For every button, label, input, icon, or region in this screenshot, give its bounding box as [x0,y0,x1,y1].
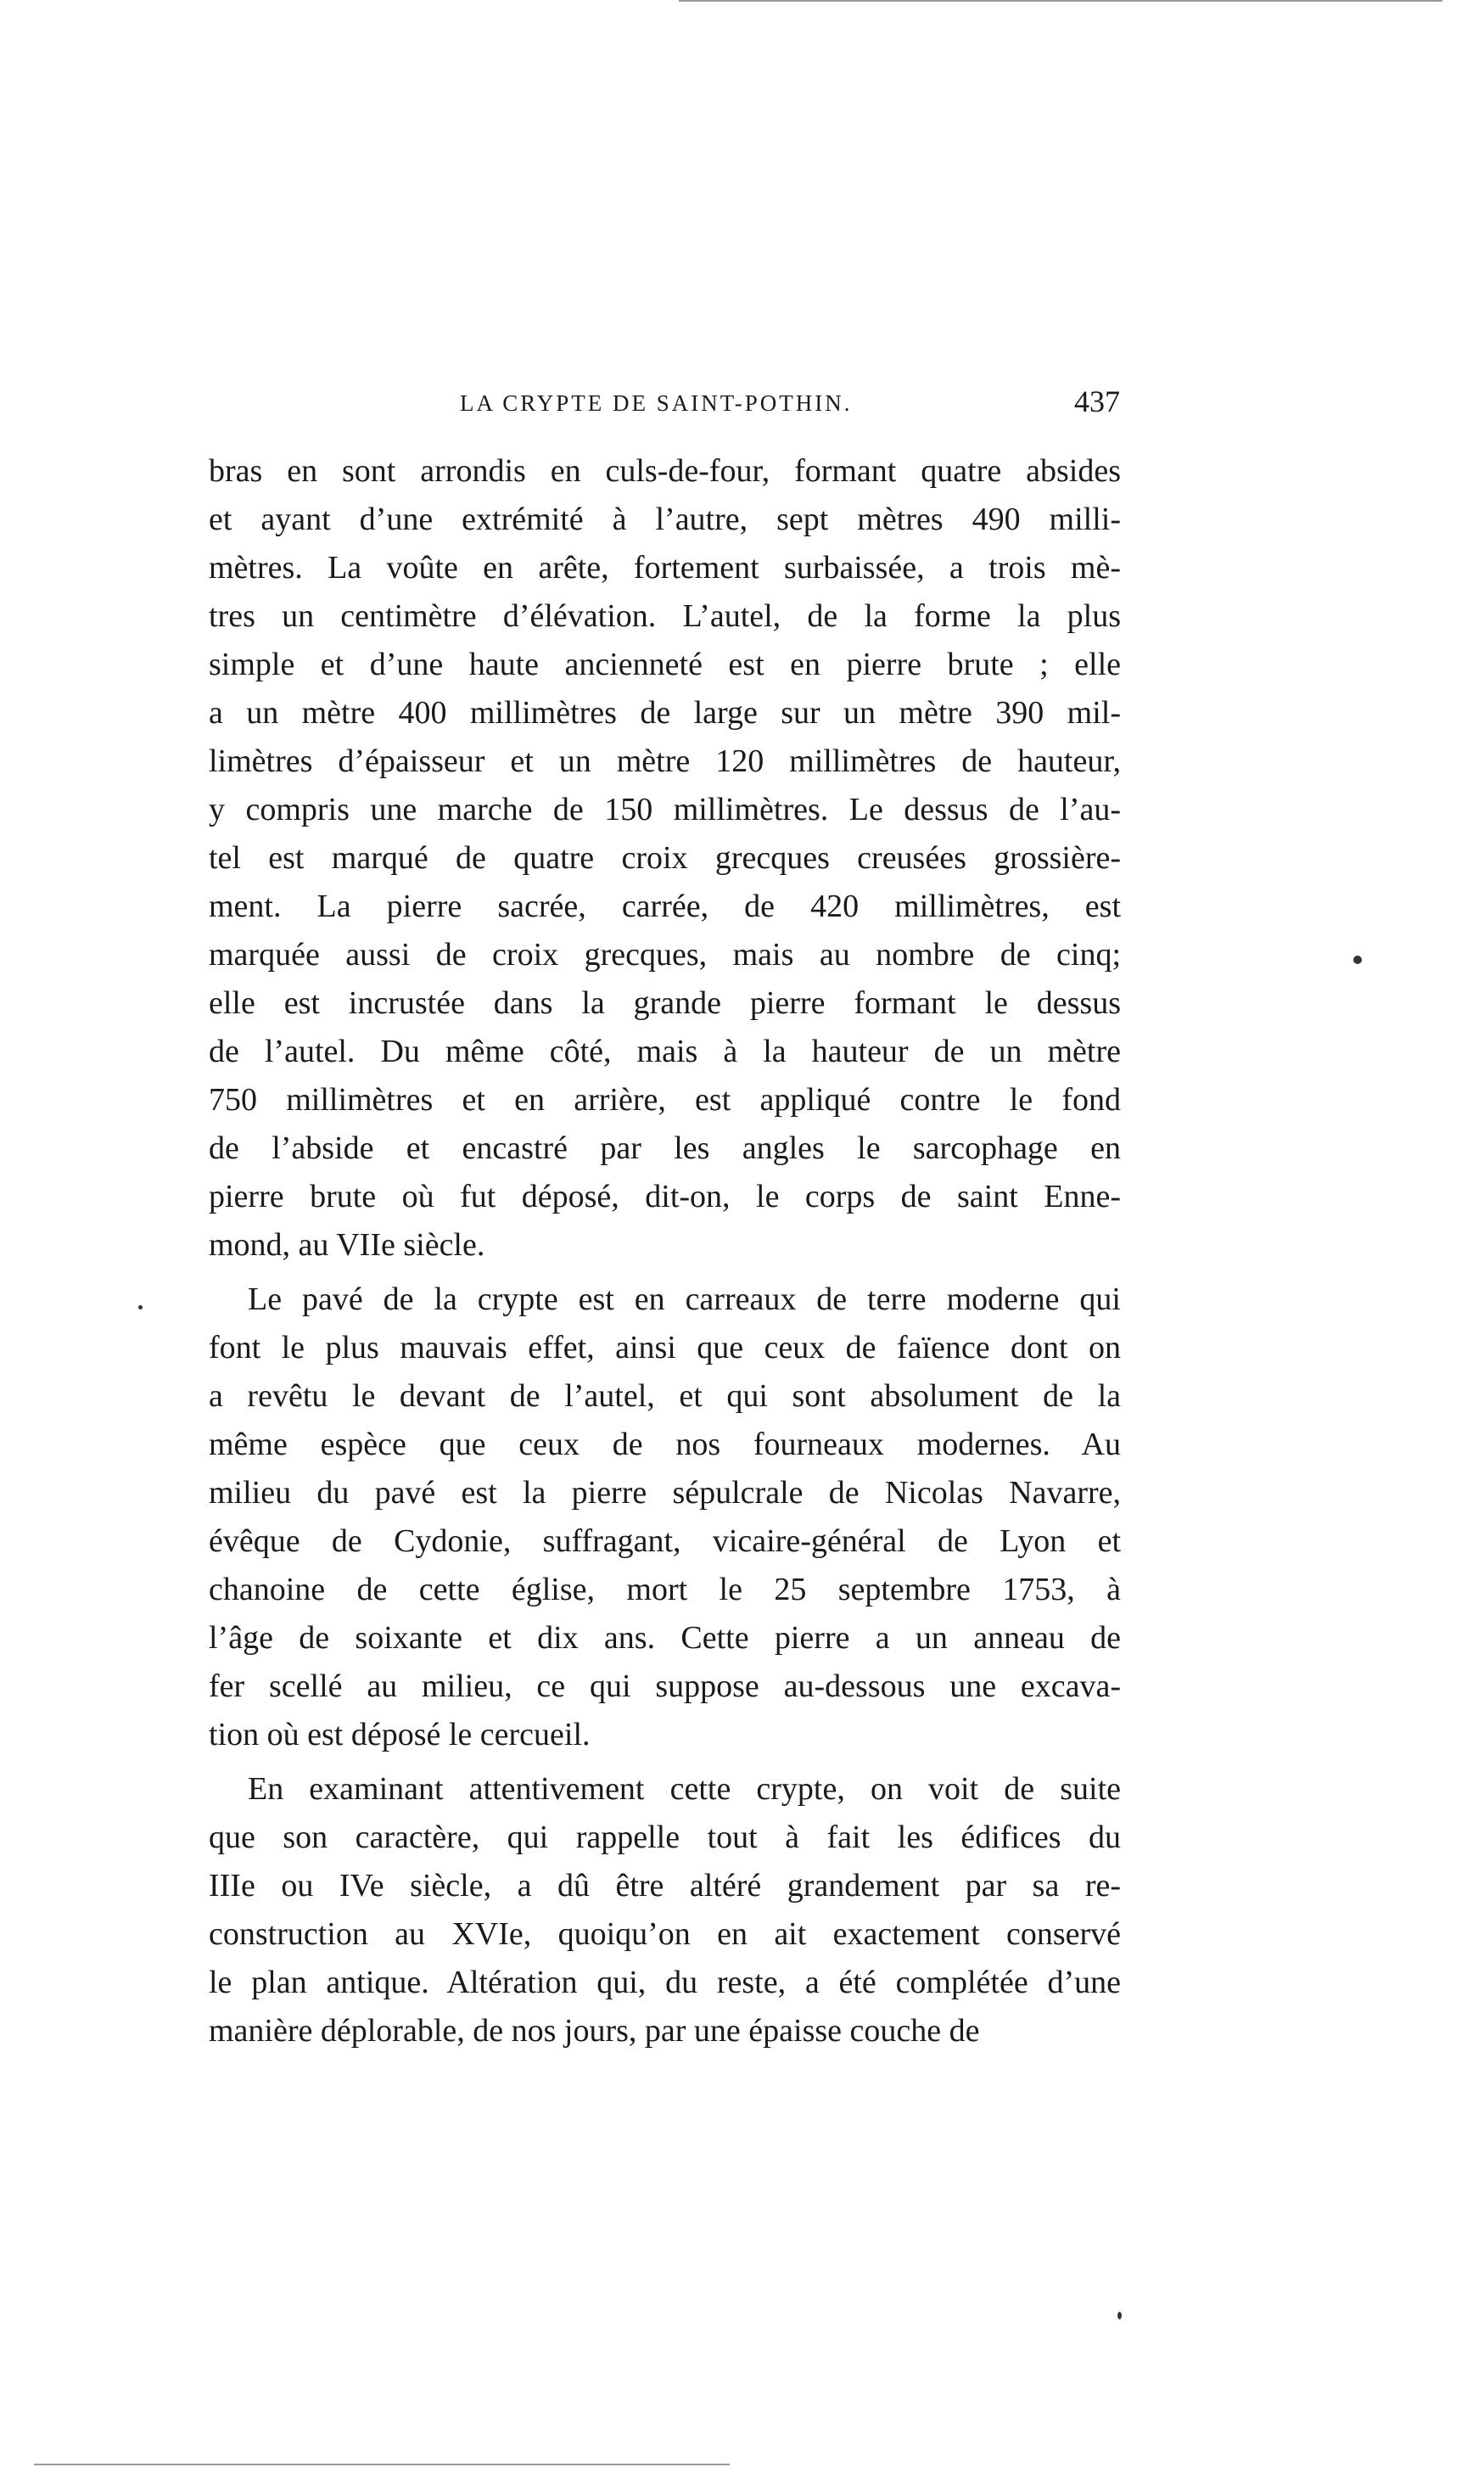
scan-speck [1117,2312,1122,2319]
running-title: LA CRYPTE DE SAINT-POTHIN. [460,390,853,416]
text-line: ment. La pierre sacrée, carrée, de 420 millimètres, est [209,889,1121,924]
paragraph-gap [209,1759,1121,1765]
text-line: simple et d’une haute ancienneté est en pierre brute ; elle [209,647,1121,682]
text-line: manière déplorable, de nos jours, par une épaisse couche de [209,2013,980,2049]
paragraph [209,1765,1121,2055]
text-line: construction au XVIe, quoiqu’on en ait exactement conservé [209,1916,1121,1952]
text-line: fer scellé au milieu, ce qui suppose au-dessous une excava- [209,1668,1121,1704]
text-body [209,447,1121,2055]
paragraph [209,1276,1121,1759]
text-line: a revêtu le devant de l’autel, et qui sont absolument de la [209,1378,1121,1414]
text-line: tion où est déposé le cercueil. [209,1717,591,1752]
text-line: que son caractère, qui rappelle tout à fait les édifices du [209,1820,1121,1855]
paragraph [209,447,1121,1270]
text-line: font le plus mauvais effet, ainsi que ceux de faïence dont on [209,1330,1121,1365]
page-number: 437 [1074,384,1120,418]
text-line: et ayant d’une extrémité à l’autre, sept mètres 490 milli- [209,502,1121,537]
text-line: tres un centimètre d’élévation. L’autel, de la forme la plus [209,598,1121,634]
scan-edge-top [679,0,1442,2]
text-line: En examinant attentivement cette crypte, on voit de suite [248,1771,1121,1807]
text-line: mond, au VIIe siècle. [209,1227,485,1263]
text-line: 750 millimètres et en arrière, est appliqué contre le fond [209,1082,1121,1118]
paragraph-gap [209,1270,1121,1276]
text-line: elle est incrustée dans la grande pierre formant le dessus [209,985,1121,1021]
text-line: Le pavé de la crypte est en carreaux de terre moderne qui [248,1281,1121,1317]
text-line: pierre brute où fut déposé, dit-on, le corps de saint Enne- [209,1179,1121,1214]
text-line: l’âge de soixante et dix ans. Cette pierre a un anneau de [209,1620,1121,1656]
text-line: y compris une marche de 150 millimètres. Le dessus de l’au- [209,792,1121,827]
text-line: le plan antique. Altération qui, du reste, a été complétée d’une [209,1965,1121,2000]
text-line: de l’abside et encastré par les angles le sarcophage en [209,1130,1121,1166]
text-line: milieu du pavé est la pierre sépulcrale de Nicolas Navarre, [209,1475,1121,1511]
text-line: marquée aussi de croix grecques, mais au nombre de cinq; [209,937,1121,973]
scan-speck [138,1305,143,1309]
page-header [209,384,1134,431]
text-line: tel est marqué de quatre croix grecques creusées grossière- [209,840,1121,876]
text-line: bras en sont arrondis en culs-de-four, formant quatre absides [209,453,1121,489]
scan-speck [1353,956,1362,964]
text-line: IIIe ou IVe siècle, a dû être altéré grandement par sa re- [209,1868,1121,1904]
text-line: a un mètre 400 millimètres de large sur un mètre 390 mil- [209,695,1121,731]
scan-edge-bottom [34,2464,730,2465]
text-line: de l’autel. Du même côté, mais à la hauteur de un mètre [209,1034,1121,1069]
text-line: chanoine de cette église, mort le 25 septembre 1753, à [209,1572,1121,1607]
text-line: évêque de Cydonie, suffragant, vicaire-général de Lyon et [209,1523,1121,1559]
text-line: mètres. La voûte en arête, fortement surbaissée, a trois mè- [209,550,1121,586]
text-line: même espèce que ceux de nos fourneaux modernes. Au [209,1427,1121,1462]
text-line: limètres d’épaisseur et un mètre 120 millimètres de hauteur, [209,743,1121,779]
